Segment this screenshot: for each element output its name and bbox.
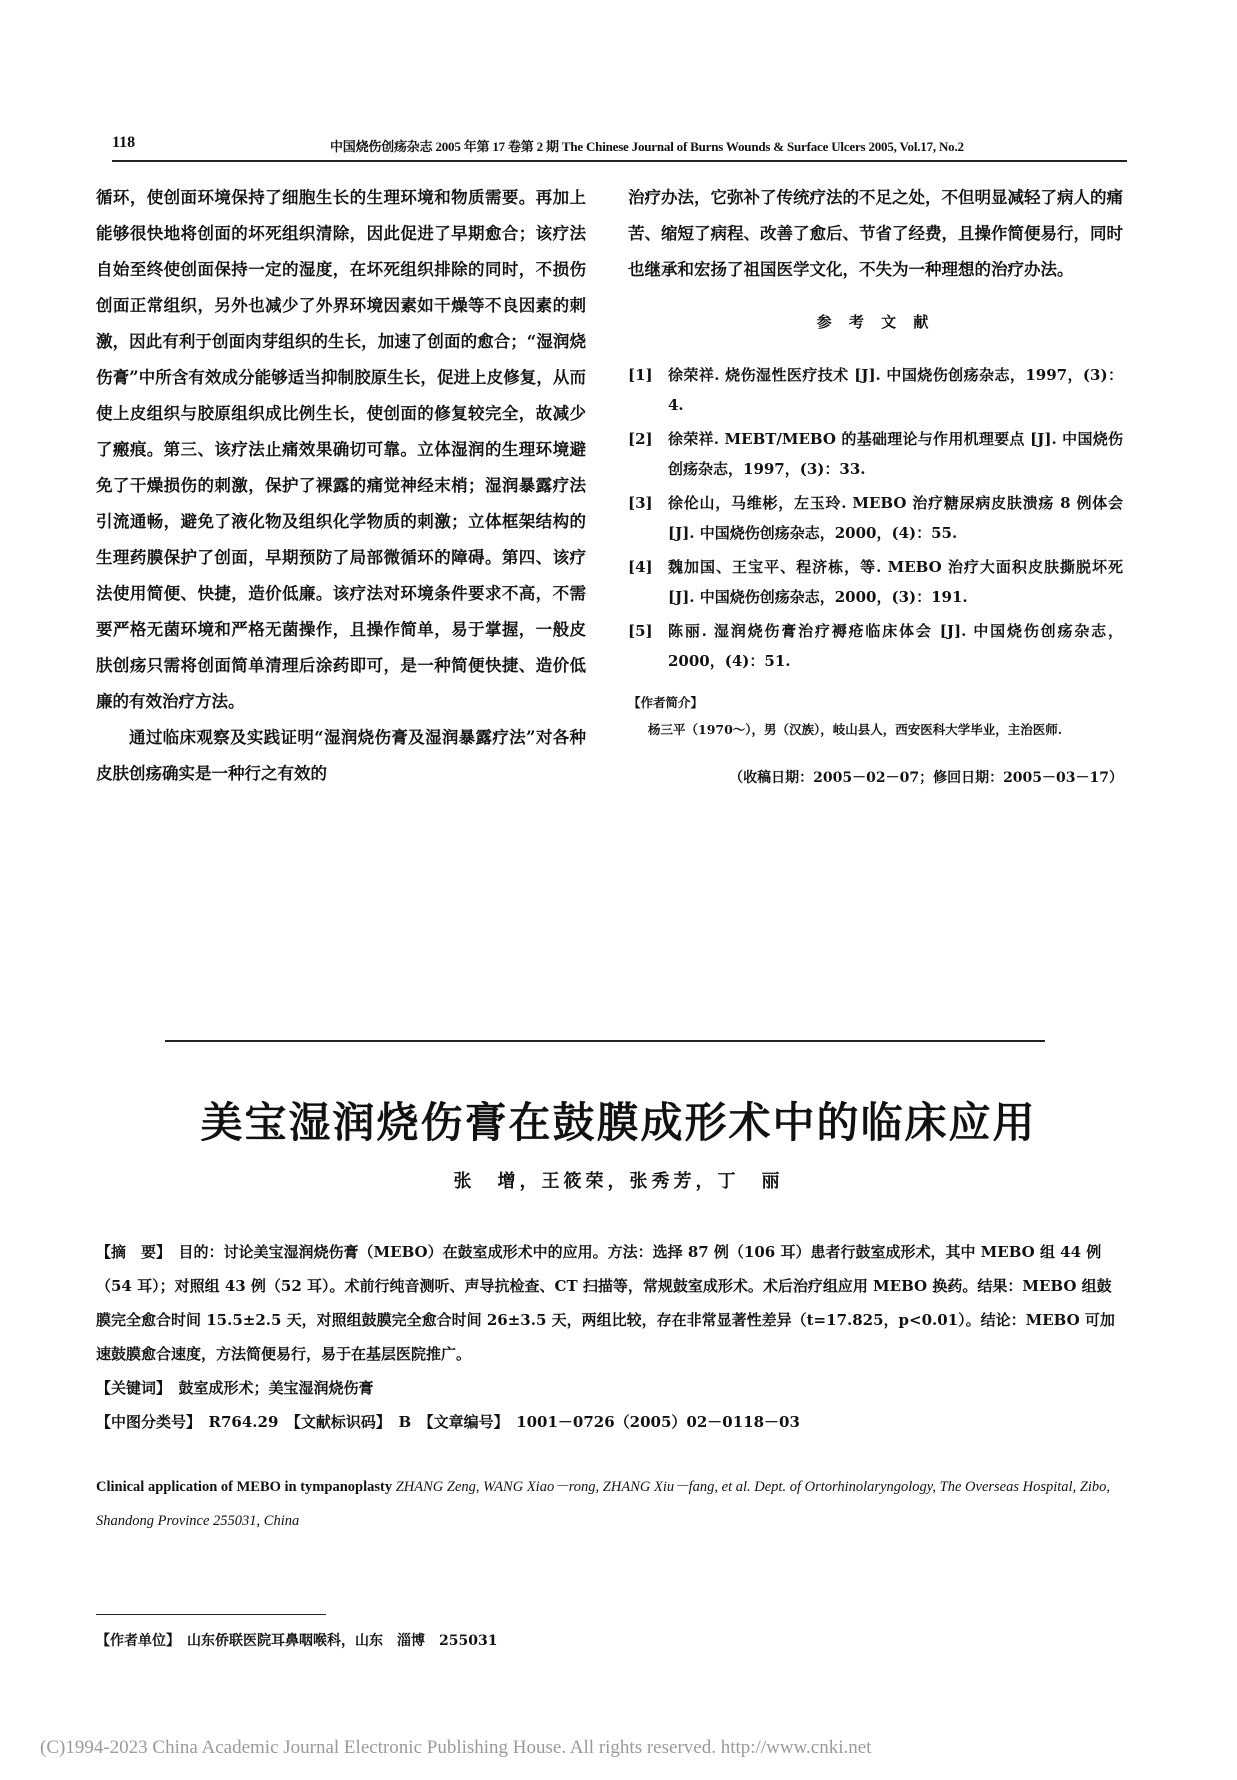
affiliation-label: 【作者单位】 bbox=[96, 1633, 173, 1649]
footnote-rule bbox=[96, 1614, 326, 1615]
reference-item bbox=[628, 552, 1123, 612]
reference-text: 徐荣祥. 烧伤湿性医疗技术 [J]. 中国烧伤创疡杂志，1997，(3)：4. bbox=[668, 366, 1123, 414]
abstract-text: 目的：讨论美宝湿润烧伤膏（MEBO）在鼓室成形术中的应用。方法：选择 87 例（106 耳）患者行鼓室成形术，其中 MEBO 组 44 例（54 耳）；对照组 43 例（52 耳）。术前行纯音测听、声导抗检查、CT 扫描等，常规鼓室成形术。术后治疗组应用 MEBO 换药。结果：MEBO 组鼓膜完全愈合时间 15.5±2.5 天，对照组鼓膜完全愈合时间 26±3.5 天，两组比较，存在非常显著性差异（t=17.825，p<0.01）。结论：MEBO 可加速鼓膜愈合速度，方法简便易行，易于在基层医院推广。 bbox=[96, 1243, 1115, 1363]
reference-text: 徐伦山，马维彬，左玉玲. MEBO 治疗糖尿病皮肤溃疡 8 例体会 [J]. 中国烧伤创疡杂志，2000，(4)：55. bbox=[668, 494, 1123, 542]
classification-line bbox=[96, 1405, 1126, 1439]
left-paragraph-2: 通过临床观察及实践证明“湿润烧伤膏及湿润暴露疗法”对各种皮肤创疡确实是一种行之有效的 bbox=[96, 728, 586, 783]
author-bio-text: 杨三平（1970～），男（汉族），岐山县人，西安医科大学毕业，主治医师. bbox=[648, 722, 1063, 737]
reference-item bbox=[628, 616, 1123, 676]
affiliation-text: 山东侨联医院耳鼻咽喉科，山东 淄博 255031 bbox=[187, 1633, 498, 1649]
references-title: 参 考 文 献 bbox=[816, 313, 935, 331]
received-dates: （收稿日期：2005－02－07；修回日期：2005－03－17） bbox=[729, 770, 1123, 786]
reference-number: [5] bbox=[628, 622, 653, 640]
english-authors-affiliation: ZHANG Zeng, WANG Xiao－rong, ZHANG Xiu－fang, et al. Dept. of Ortorhinolaryngology, The Overseas Hospital, Zibo, Shandong Province 255031, China bbox=[96, 1479, 1111, 1529]
reference-number: [3] bbox=[628, 494, 653, 512]
article-no-label: 【文章编号】 bbox=[426, 1413, 502, 1431]
page-header bbox=[0, 130, 1237, 160]
abstract-block bbox=[96, 1235, 1126, 1439]
page-number: 118 bbox=[112, 134, 136, 151]
header-rule bbox=[112, 160, 1127, 162]
doc-code-label: 【文献标识码】 bbox=[293, 1413, 384, 1431]
left-column bbox=[96, 180, 586, 792]
article-authors: 张 增，王筱荣，张秀芳，丁 丽 bbox=[453, 1171, 784, 1192]
reference-item bbox=[628, 360, 1123, 420]
article-title: 美宝湿润烧伤膏在鼓膜成形术中的临床应用 bbox=[200, 1098, 1037, 1147]
journal-line: 中国烧伤创疡杂志 2005 年第 17 卷第 2 期 The Chinese Journal of Burns Wounds & Surface Ulcers 2005, Vol.17, No.2 bbox=[330, 139, 964, 154]
keywords-line bbox=[96, 1371, 1126, 1405]
references-list bbox=[628, 360, 1123, 676]
english-title: Clinical application of MEBO in tympanoplasty bbox=[96, 1479, 393, 1495]
article-separator bbox=[165, 1040, 1045, 1042]
right-column bbox=[628, 180, 1123, 796]
reference-text: 徐荣祥. MEBT/MEBO 的基础理论与作用机理要点 [J]. 中国烧伤创疡杂志，1997，(3)：33. bbox=[668, 430, 1123, 478]
abstract-label: 【摘 要】 bbox=[96, 1243, 164, 1261]
reference-number: [1] bbox=[628, 366, 653, 384]
doc-code-value: B bbox=[398, 1413, 412, 1431]
right-paragraph-1: 治疗办法，它弥补了传统疗法的不足之处，不但明显减轻了病人的痛苦、缩短了病程、改善了愈后、节省了经费，且操作简便易行，同时也继承和宏扬了祖国医学文化，不失为一种理想的治疗办法。 bbox=[628, 188, 1123, 279]
reference-number: [2] bbox=[628, 430, 653, 448]
reference-number: [4] bbox=[628, 558, 653, 576]
article-no-value: 1001－0726（2005）02－0118－03 bbox=[516, 1413, 800, 1431]
keywords-text: 鼓室成形术；美宝湿润烧伤膏 bbox=[178, 1379, 374, 1397]
reference-text: 陈丽. 湿润烧伤膏治疗褥疮临床体会 [J]. 中国烧伤创疡杂志，2000，(4)：51. bbox=[668, 622, 1123, 670]
clc-value: R764.29 bbox=[208, 1413, 279, 1431]
clc-label: 【中图分类号】 bbox=[96, 1413, 194, 1431]
copyright-watermark: (C)1994-2023 China Academic Journal Electronic Publishing House. All rights reserved. http://www.cnki.net bbox=[40, 1737, 872, 1758]
english-citation bbox=[96, 1470, 1126, 1538]
left-paragraph-1: 循环，使创面环境保持了细胞生长的生理环境和物质需要。再加上能够很快地将创面的坏死组织清除，因此促进了早期愈合；该疗法自始至终使创面保持一定的湿度，在坏死组织排除的同时，不损伤创面正常组织，另外也减少了外界环境因素如干燥等不良因素的刺激，因此有利于创面肉芽组织的生长，加速了创面的愈合；“湿润烧伤膏”中所含有效成分能够适当抑制胶原生长，促进上皮修复，从而使上皮组织与胶原组织成比例生长，使创面的修复较完全，故减少了瘢痕。第三、该疗法止痛效果确切可靠。立体湿润的生理环境避免了干燥损伤的刺激，保护了裸露的痛觉神经末梢；湿润暴露疗法引流通畅，避免了液化物及组织化学物质的刺激；立体框架结构的生理药膜保护了创面，早期预防了局部微循环的障碍。第四、该疗法使用简便、快捷，造价低廉。该疗法对环境条件要求不高，不需要严格无菌环境和严格无菌操作，且操作简单，易于掌握，一般皮肤创疡只需将创面简单清理后涂药即可，是一种简便快捷、造价低廉的有效治疗方法。 bbox=[96, 188, 586, 711]
reference-item bbox=[628, 488, 1123, 548]
keywords-label: 【关键词】 bbox=[96, 1379, 164, 1397]
author-bio-label: 【作者简介】 bbox=[628, 695, 704, 710]
author-affiliation bbox=[96, 1630, 497, 1650]
reference-item bbox=[628, 424, 1123, 484]
reference-text: 魏加国、王宝平、程济栋，等. MEBO 治疗大面积皮肤撕脱坏死 [J]. 中国烧伤创疡杂志，2000，(3)：191. bbox=[668, 558, 1123, 606]
abstract-paragraph bbox=[96, 1235, 1126, 1371]
